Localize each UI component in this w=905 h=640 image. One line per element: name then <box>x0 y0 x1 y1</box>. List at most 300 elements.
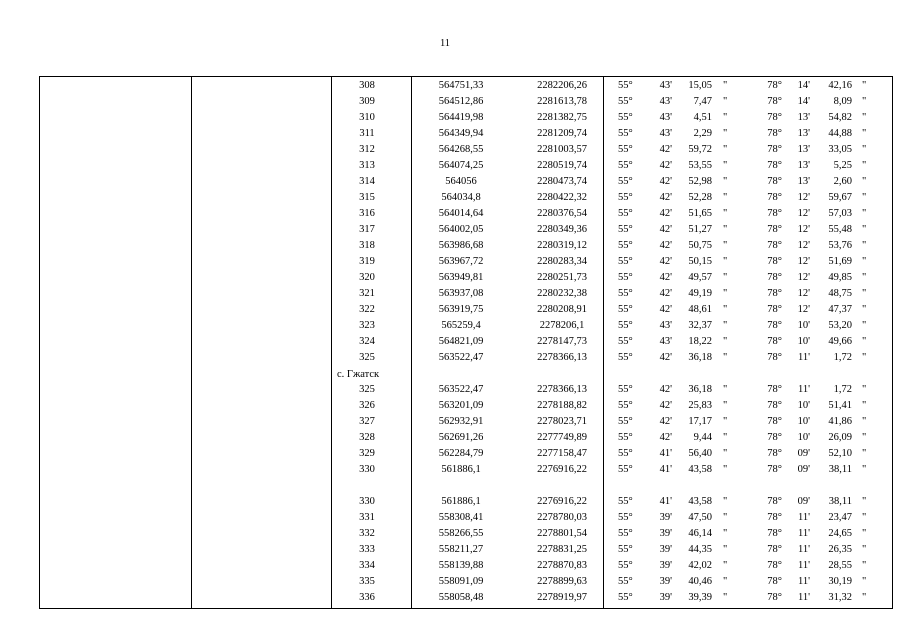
point-number: 330 <box>359 496 375 507</box>
longitude-degrees: 78° <box>767 112 782 123</box>
longitude-minutes: 09' <box>797 448 810 459</box>
latitude-minutes: 39' <box>659 576 672 587</box>
latitude-seconds-mark: " <box>723 320 728 331</box>
longitude-degrees: 78° <box>767 272 782 283</box>
table-row <box>40 462 892 478</box>
latitude-minutes: 43' <box>659 112 672 123</box>
latitude-minutes: 42' <box>659 176 672 187</box>
latitude-seconds: 17,17 <box>688 416 712 427</box>
longitude-seconds: 53,20 <box>828 320 852 331</box>
latitude-minutes: 43' <box>659 80 672 91</box>
latitude-seconds-mark: " <box>723 384 728 395</box>
latitude-seconds: 15,05 <box>688 80 712 91</box>
latitude-degrees: 55° <box>618 464 633 475</box>
latitude-minutes: 42' <box>659 400 672 411</box>
longitude-minutes: 12' <box>797 240 810 251</box>
x-coordinate: 562932,91 <box>438 416 484 427</box>
latitude-degrees: 55° <box>618 224 633 235</box>
table-row <box>40 270 892 286</box>
longitude-degrees: 78° <box>767 352 782 363</box>
x-coordinate: 564512,86 <box>438 96 484 107</box>
y-coordinate: 2282206,26 <box>537 80 587 91</box>
point-number: 331 <box>359 512 375 523</box>
table-row <box>40 494 892 510</box>
table-row <box>40 126 892 142</box>
table-row <box>40 446 892 462</box>
x-coordinate: 558266,55 <box>438 528 484 539</box>
point-number: 321 <box>359 288 375 299</box>
latitude-degrees: 55° <box>618 112 633 123</box>
latitude-seconds: 59,72 <box>688 144 712 155</box>
y-coordinate: 2278919,97 <box>537 592 587 603</box>
x-coordinate: 558211,27 <box>438 544 484 555</box>
longitude-degrees: 78° <box>767 496 782 507</box>
longitude-minutes: 13' <box>797 112 810 123</box>
latitude-minutes: 39' <box>659 592 672 603</box>
x-coordinate: 558058,48 <box>438 592 484 603</box>
longitude-seconds-mark: " <box>862 400 867 411</box>
longitude-seconds-mark: " <box>862 176 867 187</box>
longitude-seconds: 26,09 <box>828 432 852 443</box>
longitude-minutes: 12' <box>797 304 810 315</box>
y-coordinate: 2280376,54 <box>537 208 587 219</box>
point-number: 329 <box>359 448 375 459</box>
longitude-minutes: 11' <box>797 352 810 363</box>
longitude-seconds: 5,25 <box>833 160 852 171</box>
latitude-seconds: 7,47 <box>693 96 712 107</box>
latitude-degrees: 55° <box>618 176 633 187</box>
latitude-minutes: 42' <box>659 240 672 251</box>
point-number: 325 <box>359 384 375 395</box>
table-row <box>40 558 892 574</box>
y-coordinate: 2280473,74 <box>537 176 587 187</box>
latitude-seconds: 53,55 <box>688 160 712 171</box>
latitude-seconds: 52,28 <box>688 192 712 203</box>
longitude-seconds: 26,35 <box>828 544 852 555</box>
longitude-seconds: 49,85 <box>828 272 852 283</box>
longitude-seconds: 51,69 <box>828 256 852 267</box>
table-row <box>40 238 892 254</box>
latitude-seconds-mark: " <box>723 336 728 347</box>
point-number: 336 <box>359 592 375 603</box>
latitude-seconds: 18,22 <box>688 336 712 347</box>
latitude-seconds-mark: " <box>723 416 728 427</box>
longitude-degrees: 78° <box>767 128 782 139</box>
latitude-seconds-mark: " <box>723 528 728 539</box>
longitude-seconds-mark: " <box>862 80 867 91</box>
longitude-seconds-mark: " <box>862 576 867 587</box>
longitude-minutes: 12' <box>797 208 810 219</box>
x-coordinate: 563937,08 <box>438 288 484 299</box>
point-number: 313 <box>359 160 375 171</box>
latitude-minutes: 42' <box>659 416 672 427</box>
latitude-minutes: 43' <box>659 128 672 139</box>
longitude-seconds: 49,66 <box>828 336 852 347</box>
table-row <box>40 302 892 318</box>
longitude-degrees: 78° <box>767 544 782 555</box>
longitude-seconds: 44,88 <box>828 128 852 139</box>
latitude-seconds: 36,18 <box>688 384 712 395</box>
table-row <box>40 110 892 126</box>
y-coordinate: 2276916,22 <box>537 496 587 507</box>
latitude-seconds-mark: " <box>723 192 728 203</box>
latitude-minutes: 43' <box>659 96 672 107</box>
longitude-degrees: 78° <box>767 192 782 203</box>
latitude-minutes: 42' <box>659 384 672 395</box>
latitude-seconds: 36,18 <box>688 352 712 363</box>
y-coordinate: 2280232,38 <box>537 288 587 299</box>
x-coordinate: 564349,94 <box>438 128 484 139</box>
latitude-degrees: 55° <box>618 416 633 427</box>
longitude-seconds: 54,82 <box>828 112 852 123</box>
longitude-seconds-mark: " <box>862 512 867 523</box>
latitude-minutes: 39' <box>659 544 672 555</box>
y-coordinate: 2278801,54 <box>537 528 587 539</box>
longitude-seconds: 59,67 <box>828 192 852 203</box>
point-number: 325 <box>359 352 375 363</box>
latitude-seconds-mark: " <box>723 400 728 411</box>
page-number: 11 <box>439 38 451 49</box>
latitude-degrees: 55° <box>618 144 633 155</box>
table-row <box>40 94 892 110</box>
longitude-minutes: 12' <box>797 272 810 283</box>
longitude-seconds-mark: " <box>862 592 867 603</box>
longitude-minutes: 10' <box>797 336 810 347</box>
point-number: 312 <box>359 144 375 155</box>
y-coordinate: 2280349,36 <box>537 224 587 235</box>
longitude-seconds-mark: " <box>862 160 867 171</box>
table-row <box>40 350 892 366</box>
latitude-degrees: 55° <box>618 352 633 363</box>
latitude-degrees: 55° <box>618 512 633 523</box>
latitude-seconds: 39,39 <box>688 592 712 603</box>
longitude-minutes: 13' <box>797 128 810 139</box>
latitude-degrees: 55° <box>618 384 633 395</box>
longitude-seconds: 1,72 <box>833 384 852 395</box>
point-number: 319 <box>359 256 375 267</box>
latitude-degrees: 55° <box>618 256 633 267</box>
longitude-degrees: 78° <box>767 304 782 315</box>
table-row <box>40 430 892 446</box>
latitude-minutes: 42' <box>659 288 672 299</box>
latitude-minutes: 42' <box>659 208 672 219</box>
table-row <box>40 286 892 302</box>
longitude-degrees: 78° <box>767 400 782 411</box>
longitude-seconds: 38,11 <box>828 464 852 475</box>
longitude-minutes: 09' <box>797 496 810 507</box>
x-coordinate: 564821,09 <box>438 336 484 347</box>
latitude-seconds: 48,61 <box>688 304 712 315</box>
latitude-seconds: 46,14 <box>688 528 712 539</box>
longitude-minutes: 11' <box>797 544 810 555</box>
longitude-minutes: 12' <box>797 288 810 299</box>
latitude-seconds: 43,58 <box>688 464 712 475</box>
longitude-degrees: 78° <box>767 528 782 539</box>
latitude-seconds-mark: " <box>723 352 728 363</box>
longitude-degrees: 78° <box>767 288 782 299</box>
longitude-minutes: 11' <box>797 576 810 587</box>
longitude-seconds: 23,47 <box>828 512 852 523</box>
longitude-seconds: 2,60 <box>833 176 852 187</box>
longitude-seconds: 41,86 <box>828 416 852 427</box>
longitude-seconds-mark: " <box>862 128 867 139</box>
latitude-seconds-mark: " <box>723 112 728 123</box>
point-number: 326 <box>359 400 375 411</box>
longitude-seconds: 8,09 <box>833 96 852 107</box>
longitude-seconds-mark: " <box>862 464 867 475</box>
x-coordinate: 558091,09 <box>438 576 484 587</box>
longitude-seconds: 28,55 <box>828 560 852 571</box>
longitude-seconds-mark: " <box>862 208 867 219</box>
longitude-degrees: 78° <box>767 448 782 459</box>
longitude-seconds-mark: " <box>862 352 867 363</box>
longitude-seconds: 57,03 <box>828 208 852 219</box>
longitude-seconds: 42,16 <box>828 80 852 91</box>
longitude-minutes: 10' <box>797 432 810 443</box>
longitude-seconds: 48,75 <box>828 288 852 299</box>
x-coordinate: 563201,09 <box>438 400 484 411</box>
latitude-degrees: 55° <box>618 496 633 507</box>
x-coordinate: 564034,8 <box>441 192 481 203</box>
y-coordinate: 2278188,82 <box>537 400 587 411</box>
point-number: 334 <box>359 560 375 571</box>
longitude-minutes: 13' <box>797 160 810 171</box>
latitude-seconds-mark: " <box>723 160 728 171</box>
latitude-minutes: 41' <box>659 464 672 475</box>
longitude-minutes: 09' <box>797 464 810 475</box>
x-coordinate: 558308,41 <box>438 512 484 523</box>
y-coordinate: 2281613,78 <box>537 96 587 107</box>
x-coordinate: 563522,47 <box>438 352 484 363</box>
longitude-seconds-mark: " <box>862 560 867 571</box>
x-coordinate: 563967,72 <box>438 256 484 267</box>
latitude-seconds: 52,98 <box>688 176 712 187</box>
latitude-seconds-mark: " <box>723 544 728 555</box>
longitude-degrees: 78° <box>767 144 782 155</box>
y-coordinate: 2280208,91 <box>537 304 587 315</box>
y-coordinate: 2280319,12 <box>537 240 587 251</box>
x-coordinate: 558139,88 <box>438 560 484 571</box>
x-coordinate: 564014,64 <box>438 208 484 219</box>
x-coordinate: 564419,98 <box>438 112 484 123</box>
y-coordinate: 2276916,22 <box>537 464 587 475</box>
table-row <box>40 254 892 270</box>
latitude-seconds-mark: " <box>723 176 728 187</box>
longitude-seconds-mark: " <box>862 304 867 315</box>
latitude-seconds: 9,44 <box>693 432 712 443</box>
table-row <box>40 510 892 526</box>
x-coordinate: 564751,33 <box>438 80 484 91</box>
table-row <box>40 526 892 542</box>
latitude-degrees: 55° <box>618 240 633 251</box>
latitude-seconds: 47,50 <box>688 512 712 523</box>
table-row <box>40 142 892 158</box>
longitude-degrees: 78° <box>767 96 782 107</box>
y-coordinate: 2281003,57 <box>537 144 587 155</box>
y-coordinate: 2278366,13 <box>537 352 587 363</box>
latitude-degrees: 55° <box>618 288 633 299</box>
latitude-seconds-mark: " <box>723 144 728 155</box>
longitude-seconds-mark: " <box>862 384 867 395</box>
point-number: 333 <box>359 544 375 555</box>
longitude-seconds: 51,41 <box>828 400 852 411</box>
latitude-minutes: 42' <box>659 432 672 443</box>
latitude-seconds-mark: " <box>723 464 728 475</box>
longitude-seconds-mark: " <box>862 192 867 203</box>
longitude-minutes: 12' <box>797 256 810 267</box>
longitude-degrees: 78° <box>767 176 782 187</box>
longitude-seconds-mark: " <box>862 144 867 155</box>
y-coordinate: 2278147,73 <box>537 336 587 347</box>
longitude-seconds-mark: " <box>862 96 867 107</box>
point-number: 315 <box>359 192 375 203</box>
latitude-minutes: 42' <box>659 160 672 171</box>
point-number: 330 <box>359 464 375 475</box>
latitude-degrees: 55° <box>618 80 633 91</box>
latitude-degrees: 55° <box>618 336 633 347</box>
table-row <box>40 78 892 94</box>
point-number: 316 <box>359 208 375 219</box>
latitude-minutes: 39' <box>659 512 672 523</box>
latitude-minutes: 42' <box>659 256 672 267</box>
latitude-seconds-mark: " <box>723 576 728 587</box>
y-coordinate: 2278366,13 <box>537 384 587 395</box>
y-coordinate: 2280283,34 <box>537 256 587 267</box>
longitude-seconds-mark: " <box>862 544 867 555</box>
latitude-seconds-mark: " <box>723 512 728 523</box>
longitude-minutes: 14' <box>797 96 810 107</box>
table-row <box>40 206 892 222</box>
latitude-minutes: 39' <box>659 560 672 571</box>
longitude-minutes: 10' <box>797 416 810 427</box>
longitude-seconds-mark: " <box>862 320 867 331</box>
x-coordinate: 562691,26 <box>438 432 484 443</box>
latitude-minutes: 42' <box>659 304 672 315</box>
longitude-minutes: 10' <box>797 400 810 411</box>
latitude-degrees: 55° <box>618 160 633 171</box>
point-number: 308 <box>359 80 375 91</box>
y-coordinate: 2281209,74 <box>537 128 587 139</box>
y-coordinate: 2278023,71 <box>537 416 587 427</box>
longitude-minutes: 10' <box>797 320 810 331</box>
longitude-minutes: 11' <box>797 592 810 603</box>
y-coordinate: 2277749,89 <box>537 432 587 443</box>
longitude-degrees: 78° <box>767 240 782 251</box>
longitude-seconds-mark: " <box>862 496 867 507</box>
latitude-seconds: 49,19 <box>688 288 712 299</box>
longitude-seconds-mark: " <box>862 528 867 539</box>
latitude-degrees: 55° <box>618 320 633 331</box>
table-row <box>40 398 892 414</box>
y-coordinate: 2280251,73 <box>537 272 587 283</box>
latitude-degrees: 55° <box>618 208 633 219</box>
x-coordinate: 561886,1 <box>441 496 481 507</box>
longitude-seconds: 24,65 <box>828 528 852 539</box>
longitude-degrees: 78° <box>767 160 782 171</box>
longitude-minutes: 12' <box>797 192 810 203</box>
latitude-seconds-mark: " <box>723 96 728 107</box>
latitude-seconds: 32,37 <box>688 320 712 331</box>
point-number: 323 <box>359 320 375 331</box>
latitude-minutes: 42' <box>659 224 672 235</box>
latitude-seconds-mark: " <box>723 496 728 507</box>
x-coordinate: 565259,4 <box>441 320 481 331</box>
latitude-minutes: 39' <box>659 528 672 539</box>
point-number: 318 <box>359 240 375 251</box>
y-coordinate: 2278870,83 <box>537 560 587 571</box>
longitude-degrees: 78° <box>767 432 782 443</box>
latitude-degrees: 55° <box>618 96 633 107</box>
longitude-seconds: 31,32 <box>828 592 852 603</box>
longitude-minutes: 11' <box>797 512 810 523</box>
latitude-seconds: 25,83 <box>688 400 712 411</box>
point-number: 320 <box>359 272 375 283</box>
latitude-seconds-mark: " <box>723 592 728 603</box>
latitude-seconds: 42,02 <box>688 560 712 571</box>
coordinates-table <box>39 76 893 609</box>
latitude-minutes: 42' <box>659 192 672 203</box>
longitude-seconds-mark: " <box>862 240 867 251</box>
latitude-seconds: 51,65 <box>688 208 712 219</box>
longitude-degrees: 78° <box>767 560 782 571</box>
latitude-seconds-mark: " <box>723 448 728 459</box>
latitude-seconds: 43,58 <box>688 496 712 507</box>
x-coordinate: 563522,47 <box>438 384 484 395</box>
latitude-seconds: 56,40 <box>688 448 712 459</box>
latitude-seconds: 50,15 <box>688 256 712 267</box>
y-coordinate: 2277158,47 <box>537 448 587 459</box>
latitude-seconds-mark: " <box>723 432 728 443</box>
latitude-degrees: 55° <box>618 400 633 411</box>
y-coordinate: 2278899,63 <box>537 576 587 587</box>
table-row <box>40 222 892 238</box>
latitude-minutes: 42' <box>659 352 672 363</box>
x-coordinate: 564268,55 <box>438 144 484 155</box>
x-coordinate: 562284,79 <box>438 448 484 459</box>
longitude-seconds-mark: " <box>862 256 867 267</box>
longitude-degrees: 78° <box>767 256 782 267</box>
longitude-seconds: 30,19 <box>828 576 852 587</box>
x-coordinate: 564002,05 <box>438 224 484 235</box>
longitude-minutes: 14' <box>797 80 810 91</box>
latitude-seconds-mark: " <box>723 224 728 235</box>
latitude-degrees: 55° <box>618 544 633 555</box>
longitude-degrees: 78° <box>767 320 782 331</box>
latitude-degrees: 55° <box>618 560 633 571</box>
latitude-minutes: 42' <box>659 272 672 283</box>
table-row <box>40 382 892 398</box>
point-number: 328 <box>359 432 375 443</box>
longitude-minutes: 11' <box>797 560 810 571</box>
latitude-degrees: 55° <box>618 528 633 539</box>
longitude-seconds-mark: " <box>862 224 867 235</box>
x-coordinate: 564074,25 <box>438 160 484 171</box>
x-coordinate: 563919,75 <box>438 304 484 315</box>
latitude-degrees: 55° <box>618 128 633 139</box>
latitude-degrees: 55° <box>618 304 633 315</box>
longitude-degrees: 78° <box>767 512 782 523</box>
latitude-seconds-mark: " <box>723 208 728 219</box>
latitude-seconds-mark: " <box>723 256 728 267</box>
latitude-minutes: 41' <box>659 496 672 507</box>
longitude-seconds: 47,37 <box>828 304 852 315</box>
point-number: 311 <box>359 128 375 139</box>
latitude-minutes: 42' <box>659 144 672 155</box>
longitude-degrees: 78° <box>767 416 782 427</box>
latitude-seconds-mark: " <box>723 560 728 571</box>
longitude-degrees: 78° <box>767 224 782 235</box>
table-row <box>40 158 892 174</box>
